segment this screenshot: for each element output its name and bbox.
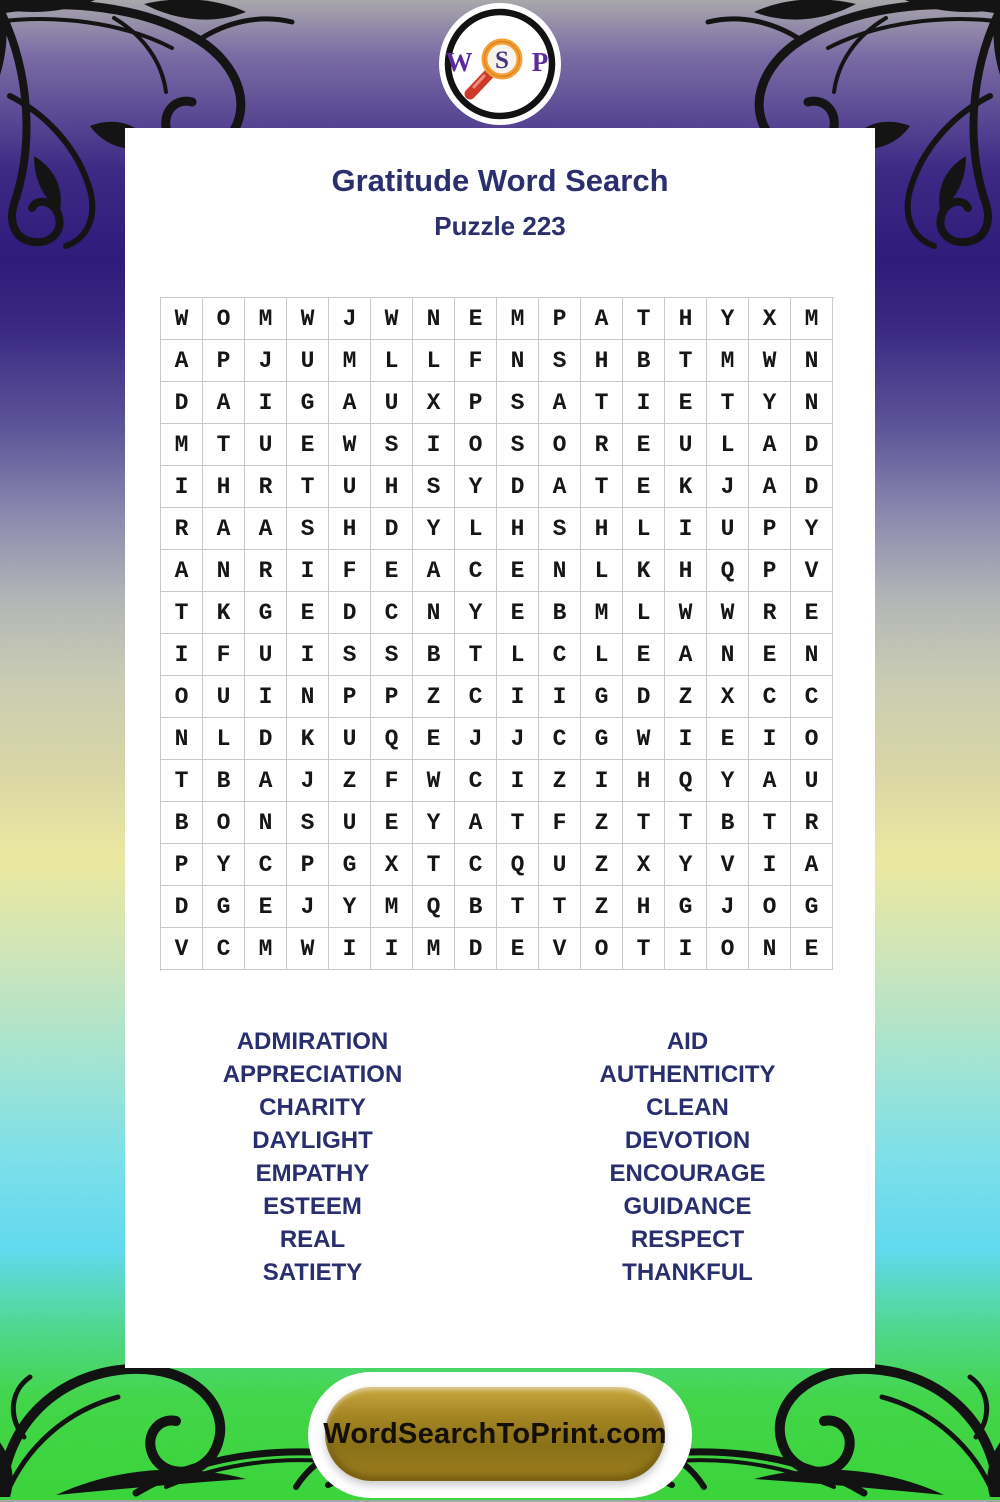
grid-cell: U <box>329 718 371 760</box>
grid-cell: I <box>665 928 707 970</box>
grid-cell: O <box>791 718 833 760</box>
word-item: ADMIRATION <box>236 1028 389 1055</box>
grid-cell: O <box>749 886 791 928</box>
grid-cell: U <box>329 802 371 844</box>
grid-cell: G <box>791 886 833 928</box>
grid-cell: M <box>791 298 833 340</box>
grid-cell: A <box>329 382 371 424</box>
grid-cell: U <box>371 382 413 424</box>
grid-cell: Y <box>455 592 497 634</box>
grid-cell: N <box>791 382 833 424</box>
grid-cell: T <box>623 802 665 844</box>
grid-cell: S <box>287 508 329 550</box>
grid-cell: V <box>707 844 749 886</box>
grid-cell: A <box>203 382 245 424</box>
grid-cell: R <box>749 592 791 634</box>
grid-cell: B <box>707 802 749 844</box>
grid-cell: F <box>539 802 581 844</box>
grid-cell: G <box>665 886 707 928</box>
grid-cell: W <box>371 298 413 340</box>
grid-cell: C <box>749 676 791 718</box>
grid-cell: P <box>455 382 497 424</box>
grid-cell: H <box>581 340 623 382</box>
grid-cell: Y <box>413 508 455 550</box>
grid-cell: B <box>539 592 581 634</box>
grid-cell: T <box>497 886 539 928</box>
grid-cell: G <box>329 844 371 886</box>
grid-cell: A <box>581 298 623 340</box>
grid-cell: I <box>623 382 665 424</box>
grid-cell: O <box>539 424 581 466</box>
grid-cell: W <box>329 424 371 466</box>
word-item: ESTEEM <box>263 1193 362 1220</box>
grid-cell: I <box>161 634 203 676</box>
grid-cell: J <box>245 340 287 382</box>
grid-cell: J <box>329 298 371 340</box>
grid-cell: Y <box>707 760 749 802</box>
grid-cell: L <box>413 340 455 382</box>
grid-cell: N <box>791 634 833 676</box>
grid-cell: N <box>287 676 329 718</box>
word-item: EMPATHY <box>255 1160 370 1187</box>
grid-cell: G <box>581 676 623 718</box>
grid-cell: A <box>413 550 455 592</box>
grid-cell: D <box>371 508 413 550</box>
grid-cell: E <box>413 718 455 760</box>
grid-cell: L <box>497 634 539 676</box>
grid-cell: H <box>581 508 623 550</box>
grid-cell: O <box>581 928 623 970</box>
word-item: THANKFUL <box>622 1259 753 1286</box>
grid-cell: E <box>749 634 791 676</box>
grid-cell: I <box>581 760 623 802</box>
grid-cell: B <box>161 802 203 844</box>
grid-cell: W <box>749 340 791 382</box>
grid-cell: A <box>749 466 791 508</box>
grid-cell: Q <box>665 760 707 802</box>
grid-cell: N <box>203 550 245 592</box>
grid-cell: T <box>665 340 707 382</box>
grid-cell: U <box>245 634 287 676</box>
grid-cell: Y <box>749 382 791 424</box>
grid-cell: I <box>329 928 371 970</box>
grid-cell: K <box>665 466 707 508</box>
grid-cell: S <box>539 340 581 382</box>
grid-cell: F <box>371 760 413 802</box>
grid-cell: M <box>707 340 749 382</box>
grid-cell: L <box>455 508 497 550</box>
word-item: CHARITY <box>259 1094 366 1121</box>
grid-cell: T <box>413 844 455 886</box>
grid-cell: N <box>413 592 455 634</box>
grid-cell: P <box>329 676 371 718</box>
grid-cell: X <box>707 676 749 718</box>
grid-cell: T <box>539 886 581 928</box>
grid-cell: B <box>203 760 245 802</box>
grid-cell: E <box>707 718 749 760</box>
grid-cell: D <box>245 718 287 760</box>
grid-cell: L <box>581 634 623 676</box>
grid-cell: I <box>413 424 455 466</box>
grid-cell: A <box>749 760 791 802</box>
grid-cell: E <box>497 550 539 592</box>
grid-cell: J <box>707 466 749 508</box>
grid-cell: L <box>623 508 665 550</box>
grid-cell: Y <box>413 802 455 844</box>
grid-cell: Z <box>539 760 581 802</box>
grid-cell: J <box>287 886 329 928</box>
grid-cell: S <box>371 424 413 466</box>
grid-cell: G <box>581 718 623 760</box>
grid-cell: M <box>245 298 287 340</box>
grid-cell: E <box>623 466 665 508</box>
grid-cell: K <box>287 718 329 760</box>
grid-cell: F <box>455 340 497 382</box>
grid-cell: M <box>329 340 371 382</box>
grid-cell: S <box>287 802 329 844</box>
grid-cell: H <box>329 508 371 550</box>
grid-cell: N <box>161 718 203 760</box>
grid-cell: B <box>455 886 497 928</box>
grid-cell: T <box>203 424 245 466</box>
grid-cell: M <box>245 928 287 970</box>
grid-cell: T <box>665 802 707 844</box>
grid-cell: C <box>539 718 581 760</box>
grid-cell: M <box>581 592 623 634</box>
grid-cell: R <box>791 802 833 844</box>
grid-cell: M <box>497 298 539 340</box>
grid-cell: A <box>665 634 707 676</box>
grid-cell: T <box>581 382 623 424</box>
grid-cell: V <box>161 928 203 970</box>
logo-letter-w: W <box>445 47 473 77</box>
grid-cell: S <box>539 508 581 550</box>
grid-cell: S <box>329 634 371 676</box>
grid-cell: E <box>497 928 539 970</box>
grid-cell: E <box>455 298 497 340</box>
grid-cell: Y <box>791 508 833 550</box>
grid-cell: E <box>623 634 665 676</box>
grid-cell: A <box>539 466 581 508</box>
site-link-button[interactable]: WordSearchToPrint.com <box>325 1387 665 1481</box>
grid-cell: B <box>413 634 455 676</box>
grid-cell: M <box>371 886 413 928</box>
grid-cell: P <box>203 340 245 382</box>
grid-cell: E <box>245 886 287 928</box>
grid-cell: T <box>581 466 623 508</box>
grid-cell: T <box>161 592 203 634</box>
grid-cell: Y <box>665 844 707 886</box>
grid-cell: W <box>707 592 749 634</box>
grid-cell: E <box>791 928 833 970</box>
grid-cell: S <box>497 382 539 424</box>
grid-cell: W <box>287 928 329 970</box>
grid-cell: D <box>161 382 203 424</box>
grid-cell: C <box>371 592 413 634</box>
grid-cell: I <box>161 466 203 508</box>
grid-cell: V <box>791 550 833 592</box>
grid-cell: I <box>497 760 539 802</box>
grid-cell: I <box>287 634 329 676</box>
grid-cell: X <box>413 382 455 424</box>
grid-cell: S <box>413 466 455 508</box>
grid-cell: L <box>581 550 623 592</box>
grid-cell: E <box>287 424 329 466</box>
grid-cell: I <box>371 928 413 970</box>
grid-cell: R <box>161 508 203 550</box>
logo-letter-s: S <box>495 47 509 74</box>
grid-cell: E <box>791 592 833 634</box>
grid-cell: I <box>749 844 791 886</box>
grid-cell: Y <box>455 466 497 508</box>
grid-cell: F <box>203 634 245 676</box>
grid-cell: X <box>623 844 665 886</box>
grid-cell: D <box>791 466 833 508</box>
word-item: DEVOTION <box>624 1127 751 1154</box>
grid-cell: U <box>665 424 707 466</box>
grid-cell: K <box>203 592 245 634</box>
grid-cell: J <box>707 886 749 928</box>
grid-cell: I <box>245 676 287 718</box>
grid-cell: O <box>707 928 749 970</box>
grid-cell: O <box>455 424 497 466</box>
grid-cell: P <box>287 844 329 886</box>
grid-cell: H <box>203 466 245 508</box>
grid-cell: A <box>539 382 581 424</box>
grid-cell: C <box>203 928 245 970</box>
grid-cell: W <box>623 718 665 760</box>
grid-cell: D <box>623 676 665 718</box>
grid-cell: D <box>455 928 497 970</box>
grid-cell: A <box>245 760 287 802</box>
grid-cell: D <box>497 466 539 508</box>
grid-cell: Q <box>497 844 539 886</box>
grid-cell: Q <box>707 550 749 592</box>
grid-cell: D <box>161 886 203 928</box>
word-item: AUTHENTICITY <box>599 1061 776 1088</box>
grid-cell: V <box>539 928 581 970</box>
grid-cell: N <box>497 340 539 382</box>
wsp-logo[interactable] <box>438 2 562 126</box>
grid-cell: I <box>749 718 791 760</box>
grid-cell: D <box>329 592 371 634</box>
grid-cell: Z <box>581 844 623 886</box>
grid-cell: E <box>371 802 413 844</box>
grid-cell: P <box>749 508 791 550</box>
grid-cell: U <box>707 508 749 550</box>
grid-cell: Q <box>371 718 413 760</box>
puzzle-number: Puzzle 223 <box>434 211 566 241</box>
grid-cell: W <box>161 298 203 340</box>
grid-cell: L <box>203 718 245 760</box>
grid-cell: Z <box>581 802 623 844</box>
grid-cell: C <box>539 634 581 676</box>
word-list-right <box>500 1025 875 1289</box>
word-item: SATIETY <box>262 1259 363 1286</box>
grid-cell: E <box>287 592 329 634</box>
grid-cell: P <box>371 676 413 718</box>
grid-cell: B <box>623 340 665 382</box>
grid-cell: H <box>623 760 665 802</box>
grid-cell: P <box>539 298 581 340</box>
grid-cell: T <box>497 802 539 844</box>
grid-cell: M <box>161 424 203 466</box>
grid-cell: A <box>245 508 287 550</box>
puzzle-grid <box>160 297 834 971</box>
grid-cell: G <box>245 592 287 634</box>
grid-cell: R <box>245 550 287 592</box>
grid-cell: T <box>707 382 749 424</box>
grid-cell: T <box>623 928 665 970</box>
grid-cell: E <box>665 382 707 424</box>
word-item: APPRECIATION <box>222 1061 403 1088</box>
grid-cell: U <box>791 760 833 802</box>
grid-cell: T <box>287 466 329 508</box>
word-item: ENCOURAGE <box>609 1160 766 1187</box>
grid-cell: A <box>749 424 791 466</box>
grid-cell: N <box>539 550 581 592</box>
grid-cell: C <box>455 550 497 592</box>
grid-cell: W <box>413 760 455 802</box>
word-item: CLEAN <box>646 1094 729 1121</box>
grid-cell: Y <box>203 844 245 886</box>
page-title: Gratitude Word Search <box>331 163 669 198</box>
grid-cell: C <box>455 676 497 718</box>
grid-cell: R <box>245 466 287 508</box>
grid-cell: Z <box>329 760 371 802</box>
grid-cell: T <box>623 298 665 340</box>
grid-cell: A <box>455 802 497 844</box>
grid-cell: A <box>161 550 203 592</box>
grid-cell: F <box>329 550 371 592</box>
grid-cell: E <box>623 424 665 466</box>
grid-cell: U <box>245 424 287 466</box>
word-item: DAYLIGHT <box>252 1127 373 1154</box>
grid-cell: G <box>287 382 329 424</box>
grid-cell: I <box>245 382 287 424</box>
grid-cell: J <box>455 718 497 760</box>
grid-cell: O <box>203 298 245 340</box>
grid-cell: W <box>665 592 707 634</box>
grid-cell: H <box>665 550 707 592</box>
word-item: RESPECT <box>630 1226 745 1253</box>
grid-cell: I <box>665 508 707 550</box>
grid-cell: T <box>161 760 203 802</box>
grid-cell: C <box>455 844 497 886</box>
grid-cell: W <box>287 298 329 340</box>
grid-cell: C <box>245 844 287 886</box>
grid-cell: X <box>371 844 413 886</box>
grid-cell: Y <box>707 298 749 340</box>
grid-cell: G <box>203 886 245 928</box>
grid-cell: I <box>497 676 539 718</box>
grid-cell: N <box>245 802 287 844</box>
grid-cell: P <box>161 844 203 886</box>
grid-cell: P <box>749 550 791 592</box>
word-item: AID <box>666 1028 709 1055</box>
grid-cell: X <box>749 298 791 340</box>
grid-cell: E <box>371 550 413 592</box>
grid-cell: N <box>749 928 791 970</box>
word-item: GUIDANCE <box>623 1193 752 1220</box>
grid-cell: D <box>791 424 833 466</box>
grid-cell: Y <box>329 886 371 928</box>
grid-cell: I <box>287 550 329 592</box>
grid-cell: U <box>287 340 329 382</box>
grid-cell: A <box>791 844 833 886</box>
grid-cell: N <box>791 340 833 382</box>
grid-cell: O <box>161 676 203 718</box>
grid-cell: U <box>203 676 245 718</box>
grid-cell: Q <box>413 886 455 928</box>
grid-cell: T <box>455 634 497 676</box>
grid-cell: K <box>623 550 665 592</box>
grid-cell: Z <box>413 676 455 718</box>
grid-cell: J <box>287 760 329 802</box>
grid-cell: O <box>203 802 245 844</box>
grid-cell: R <box>581 424 623 466</box>
word-item: REAL <box>279 1226 346 1253</box>
grid-cell: S <box>371 634 413 676</box>
grid-cell: T <box>749 802 791 844</box>
grid-cell: H <box>665 298 707 340</box>
grid-cell: S <box>497 424 539 466</box>
grid-cell: U <box>329 466 371 508</box>
grid-cell: A <box>203 508 245 550</box>
grid-cell: H <box>623 886 665 928</box>
grid-cell: H <box>371 466 413 508</box>
grid-cell: M <box>413 928 455 970</box>
grid-cell: U <box>539 844 581 886</box>
grid-cell: A <box>161 340 203 382</box>
logo-letter-p: P <box>531 47 549 77</box>
grid-cell: Z <box>581 886 623 928</box>
grid-cell: C <box>455 760 497 802</box>
grid-cell: N <box>413 298 455 340</box>
grid-cell: N <box>707 634 749 676</box>
grid-cell: J <box>497 718 539 760</box>
grid-cell: H <box>497 508 539 550</box>
grid-cell: E <box>497 592 539 634</box>
grid-cell: L <box>623 592 665 634</box>
grid-cell: L <box>707 424 749 466</box>
grid-cell: I <box>539 676 581 718</box>
grid-cell: L <box>371 340 413 382</box>
grid-cell: I <box>665 718 707 760</box>
word-list-left <box>125 1025 500 1289</box>
grid-cell: Z <box>665 676 707 718</box>
grid-cell: C <box>791 676 833 718</box>
